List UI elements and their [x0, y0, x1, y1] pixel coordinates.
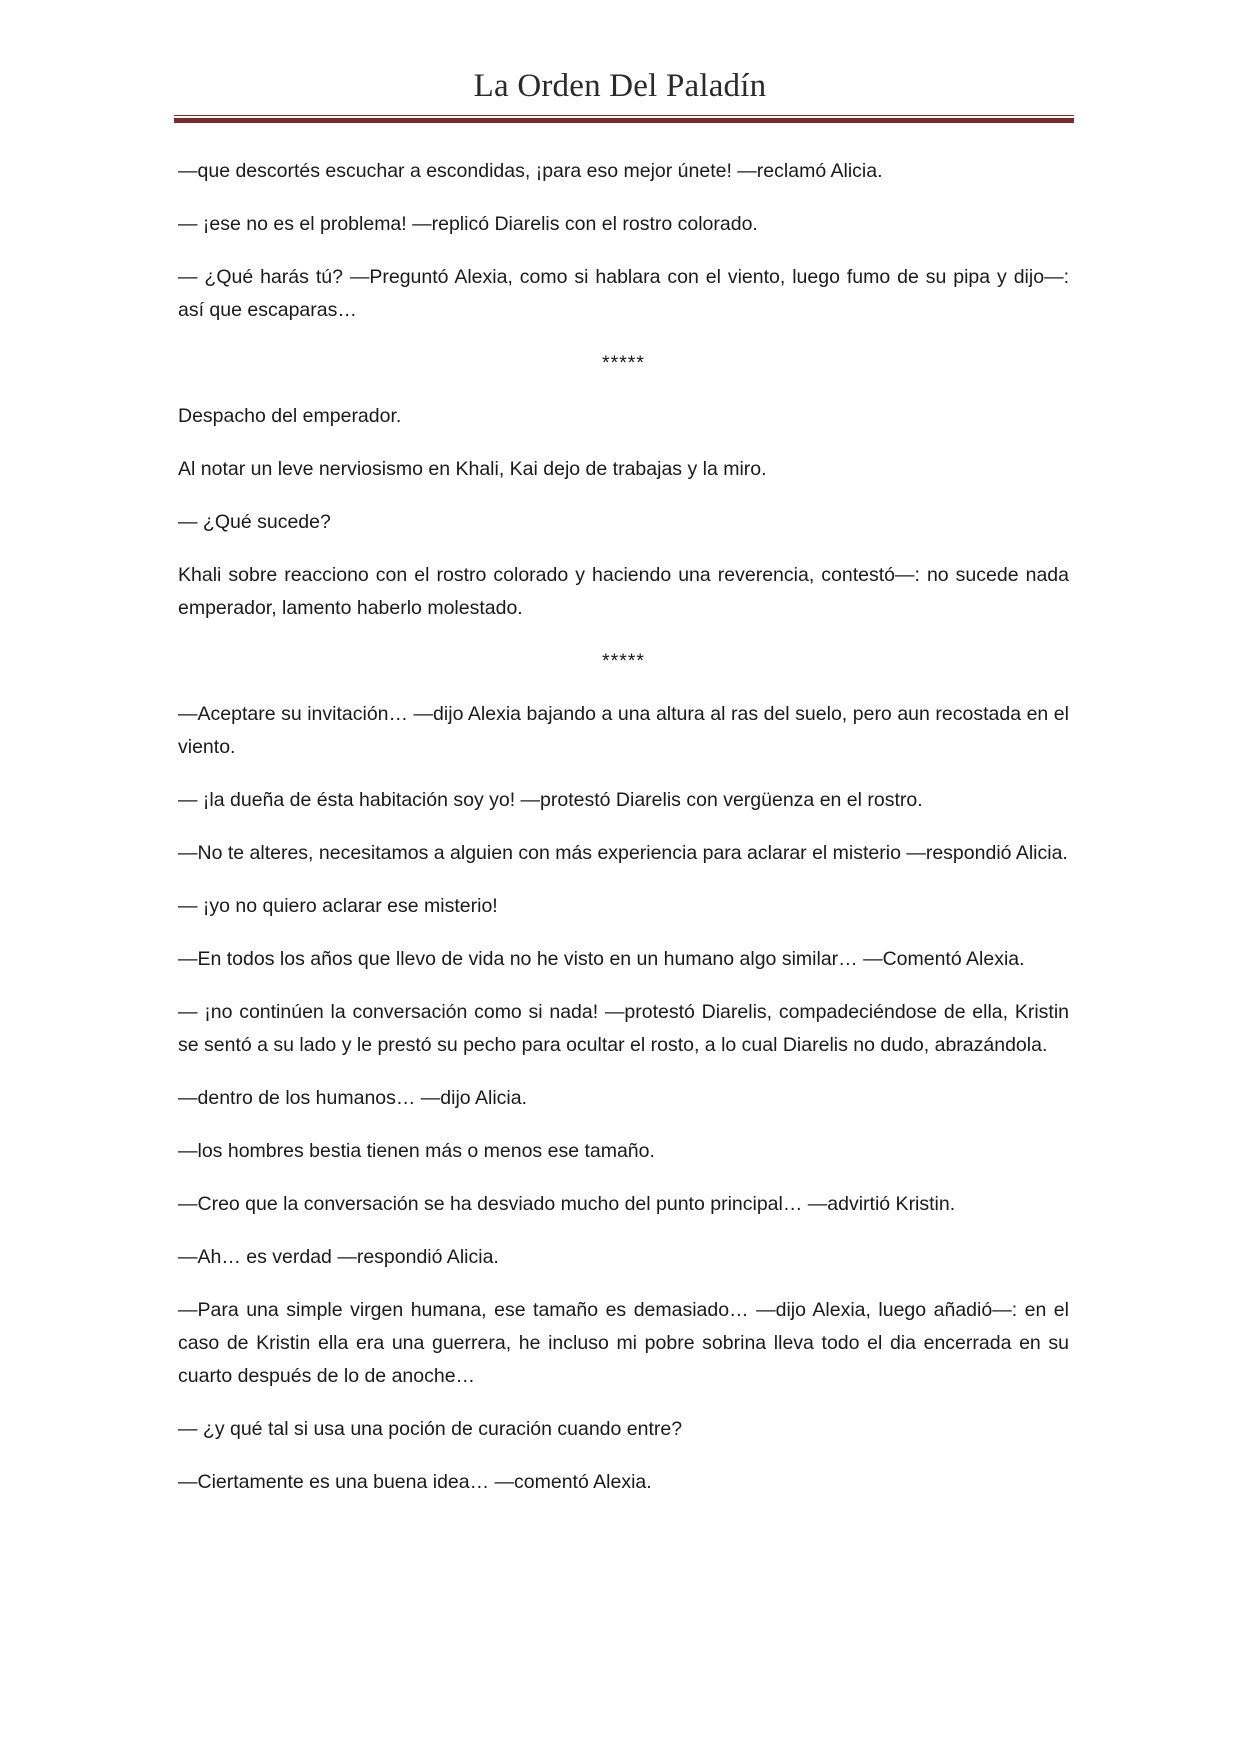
book-title: La Orden Del Paladín [473, 68, 767, 104]
paragraph: —Creo que la conversación se ha desviado mucho del punto principal… —advirtió Kristin. [178, 1193, 956, 1215]
scene-separator: ***** [602, 352, 645, 374]
paragraph: — ¡no continúen la conversación como si nada! —protestó Diarelis, compadeciéndose de ella, Kristin se sentó a su lado y le prestó su pecho para ocultar el rosto, a lo cual Diarelis no dudo, abrazándola. [178, 1001, 1069, 1056]
paragraph: — ¡yo no quiero aclarar ese misterio! [178, 895, 498, 917]
paragraph: —que descortés escuchar a escondidas, ¡para eso mejor únete! —reclamó Alicia. [178, 160, 883, 182]
paragraph: — ¿Qué harás tú? —Preguntó Alexia, como si hablara con el viento, luego fumo de su pipa y dijo—: así que escaparas… [178, 266, 1069, 321]
paragraph: Khali sobre reacciono con el rostro colorado y haciendo una reverencia, contestó—: no sucede nada emperador, lamento haberlo molestado. [178, 564, 1069, 619]
page-body [178, 155, 1069, 1519]
page-header [0, 68, 1240, 105]
paragraph: —Para una simple virgen humana, ese tamaño es demasiado… —dijo Alexia, luego añadió—: en el caso de Kristin ella era una guerrera, he incluso mi pobre sobrina lleva todo el dia encerrada en su cuarto después de lo de anoche… [178, 1299, 1069, 1387]
paragraph: Al notar un leve nerviosismo en Khali, Kai dejo de trabajas y la miro. [178, 458, 767, 480]
paragraph: —No te alteres, necesitamos a alguien con más experiencia para aclarar el misterio —respondió Alicia. [178, 842, 1068, 864]
paragraph: —Ciertamente es una buena idea… —comentó Alexia. [178, 1471, 652, 1493]
paragraph: — ¿y qué tal si usa una poción de curación cuando entre? [178, 1418, 683, 1440]
paragraph: —En todos los años que llevo de vida no he visto en un humano algo similar… —Comentó Alexia. [178, 948, 1025, 970]
header-rule-thick [174, 118, 1074, 123]
paragraph: —los hombres bestia tienen más o menos ese tamaño. [178, 1140, 655, 1162]
paragraph: — ¿Qué sucede? [178, 511, 331, 533]
paragraph: Despacho del emperador. [178, 405, 402, 427]
paragraph: —Ah… es verdad —respondió Alicia. [178, 1246, 499, 1268]
paragraph: —dentro de los humanos… —dijo Alicia. [178, 1087, 528, 1109]
paragraph: — ¡la dueña de ésta habitación soy yo! —protestó Diarelis con vergüenza en el rostro. [178, 789, 923, 811]
scene-separator: ***** [602, 650, 645, 672]
header-rule-thin [174, 115, 1074, 116]
paragraph: —Aceptare su invitación… —dijo Alexia bajando a una altura al ras del suelo, pero aun recostada en el viento. [178, 703, 1069, 758]
paragraph: — ¡ese no es el problema! —replicó Diarelis con el rostro colorado. [178, 213, 758, 235]
